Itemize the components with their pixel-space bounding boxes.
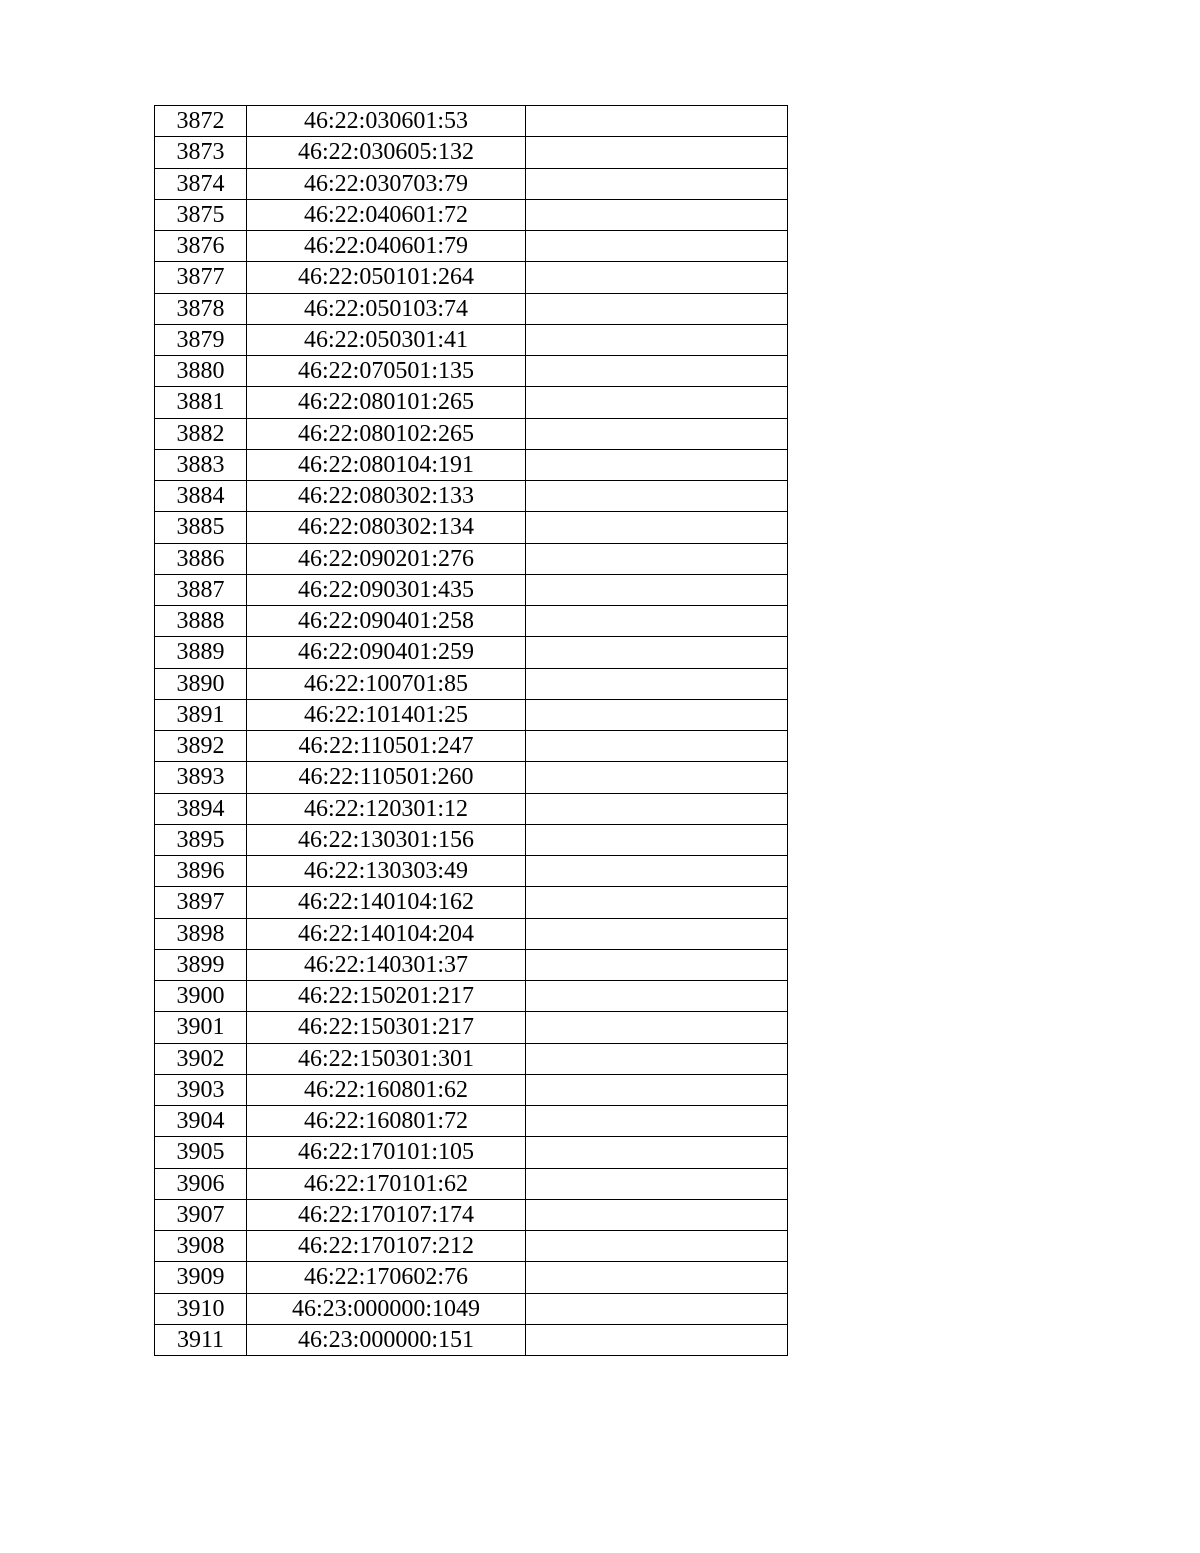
cadastral-number-cell: 46:22:090201:276 xyxy=(247,543,526,574)
cadastral-number-cell: 46:22:050103:74 xyxy=(247,293,526,324)
row-number-cell: 3883 xyxy=(155,449,247,480)
row-number-cell: 3884 xyxy=(155,481,247,512)
cadastral-number-cell: 46:22:030605:132 xyxy=(247,137,526,168)
table-row xyxy=(155,1012,788,1043)
empty-cell xyxy=(526,918,788,949)
cadastral-number-cell: 46:22:170101:62 xyxy=(247,1168,526,1199)
empty-cell xyxy=(526,293,788,324)
table-row xyxy=(155,1293,788,1324)
row-number-cell: 3901 xyxy=(155,1012,247,1043)
row-number-cell: 3905 xyxy=(155,1137,247,1168)
empty-cell xyxy=(526,1199,788,1230)
table-row xyxy=(155,981,788,1012)
row-number-cell: 3888 xyxy=(155,606,247,637)
table-row xyxy=(155,574,788,605)
cadastral-number-cell: 46:22:080104:191 xyxy=(247,449,526,480)
cadastral-number-cell: 46:22:080302:133 xyxy=(247,481,526,512)
empty-cell xyxy=(526,731,788,762)
cadastral-number-cell: 46:22:170107:174 xyxy=(247,1199,526,1230)
row-number-cell: 3909 xyxy=(155,1262,247,1293)
empty-cell xyxy=(526,231,788,262)
empty-cell xyxy=(526,856,788,887)
cadastral-number-cell: 46:22:110501:247 xyxy=(247,731,526,762)
row-number-cell: 3877 xyxy=(155,262,247,293)
empty-cell xyxy=(526,574,788,605)
table-row xyxy=(155,481,788,512)
table-row xyxy=(155,1043,788,1074)
table-row xyxy=(155,106,788,137)
empty-cell xyxy=(526,793,788,824)
table-row xyxy=(155,1074,788,1105)
empty-cell xyxy=(526,949,788,980)
row-number-cell: 3895 xyxy=(155,824,247,855)
table-row xyxy=(155,1262,788,1293)
cadastral-number-cell: 46:23:000000:151 xyxy=(247,1324,526,1355)
cadastral-number-cell: 46:22:080102:265 xyxy=(247,418,526,449)
cadastral-number-cell: 46:22:040601:79 xyxy=(247,231,526,262)
empty-cell xyxy=(526,887,788,918)
cadastral-number-cell: 46:22:030601:53 xyxy=(247,106,526,137)
table-row xyxy=(155,824,788,855)
empty-cell xyxy=(526,1106,788,1137)
row-number-cell: 3891 xyxy=(155,699,247,730)
cadastral-number-cell: 46:22:101401:25 xyxy=(247,699,526,730)
row-number-cell: 3896 xyxy=(155,856,247,887)
table-row xyxy=(155,418,788,449)
row-number-cell: 3887 xyxy=(155,574,247,605)
cadastral-number-cell: 46:22:090401:258 xyxy=(247,606,526,637)
table-row xyxy=(155,1106,788,1137)
empty-cell xyxy=(526,262,788,293)
cadastral-number-cell: 46:22:110501:260 xyxy=(247,762,526,793)
empty-cell xyxy=(526,699,788,730)
table-row xyxy=(155,231,788,262)
empty-cell xyxy=(526,1262,788,1293)
cadastral-number-cell: 46:22:150301:217 xyxy=(247,1012,526,1043)
empty-cell xyxy=(526,324,788,355)
empty-cell xyxy=(526,387,788,418)
table-row xyxy=(155,793,788,824)
row-number-cell: 3897 xyxy=(155,887,247,918)
empty-cell xyxy=(526,824,788,855)
table-row xyxy=(155,293,788,324)
empty-cell xyxy=(526,543,788,574)
empty-cell xyxy=(526,449,788,480)
row-number-cell: 3882 xyxy=(155,418,247,449)
row-number-cell: 3911 xyxy=(155,1324,247,1355)
row-number-cell: 3879 xyxy=(155,324,247,355)
table-row xyxy=(155,137,788,168)
row-number-cell: 3881 xyxy=(155,387,247,418)
row-number-cell: 3893 xyxy=(155,762,247,793)
table-row xyxy=(155,199,788,230)
empty-cell xyxy=(526,1012,788,1043)
table-row xyxy=(155,1199,788,1230)
empty-cell xyxy=(526,481,788,512)
row-number-cell: 3880 xyxy=(155,356,247,387)
row-number-cell: 3894 xyxy=(155,793,247,824)
row-number-cell: 3903 xyxy=(155,1074,247,1105)
cadastral-number-cell: 46:22:090301:435 xyxy=(247,574,526,605)
row-number-cell: 3906 xyxy=(155,1168,247,1199)
cadastral-number-cell: 46:22:050301:41 xyxy=(247,324,526,355)
table-row xyxy=(155,637,788,668)
cadastral-number-cell: 46:22:140301:37 xyxy=(247,949,526,980)
row-number-cell: 3872 xyxy=(155,106,247,137)
cadastral-number-cell: 46:22:140104:204 xyxy=(247,918,526,949)
cadastral-number-cell: 46:23:000000:1049 xyxy=(247,1293,526,1324)
table-row xyxy=(155,1324,788,1355)
empty-cell xyxy=(526,199,788,230)
cadastral-number-cell: 46:22:160801:72 xyxy=(247,1106,526,1137)
cadastral-number-cell: 46:22:100701:85 xyxy=(247,668,526,699)
table-row xyxy=(155,1168,788,1199)
empty-cell xyxy=(526,606,788,637)
cadastral-number-cell: 46:22:130301:156 xyxy=(247,824,526,855)
cadastral-number-cell: 46:22:080302:134 xyxy=(247,512,526,543)
empty-cell xyxy=(526,106,788,137)
cadastral-number-cell: 46:22:140104:162 xyxy=(247,887,526,918)
table-row xyxy=(155,887,788,918)
table-row xyxy=(155,387,788,418)
row-number-cell: 3900 xyxy=(155,981,247,1012)
table-row xyxy=(155,699,788,730)
table-row xyxy=(155,949,788,980)
cadastral-number-cell: 46:22:170602:76 xyxy=(247,1262,526,1293)
cadastral-number-cell: 46:22:170101:105 xyxy=(247,1137,526,1168)
table-row xyxy=(155,731,788,762)
table-row xyxy=(155,356,788,387)
empty-cell xyxy=(526,1293,788,1324)
row-number-cell: 3886 xyxy=(155,543,247,574)
row-number-cell: 3885 xyxy=(155,512,247,543)
cadastral-number-table xyxy=(154,105,788,1356)
row-number-cell: 3907 xyxy=(155,1199,247,1230)
row-number-cell: 3878 xyxy=(155,293,247,324)
empty-cell xyxy=(526,418,788,449)
table-body xyxy=(155,106,788,1356)
row-number-cell: 3904 xyxy=(155,1106,247,1137)
row-number-cell: 3899 xyxy=(155,949,247,980)
empty-cell xyxy=(526,1231,788,1262)
table-row xyxy=(155,918,788,949)
empty-cell xyxy=(526,168,788,199)
table-row xyxy=(155,1231,788,1262)
cadastral-number-cell: 46:22:120301:12 xyxy=(247,793,526,824)
empty-cell xyxy=(526,1324,788,1355)
empty-cell xyxy=(526,1137,788,1168)
row-number-cell: 3873 xyxy=(155,137,247,168)
cadastral-number-cell: 46:22:160801:62 xyxy=(247,1074,526,1105)
table-row xyxy=(155,856,788,887)
table-row xyxy=(155,668,788,699)
cadastral-number-cell: 46:22:150301:301 xyxy=(247,1043,526,1074)
table-row xyxy=(155,449,788,480)
cadastral-number-cell: 46:22:080101:265 xyxy=(247,387,526,418)
row-number-cell: 3892 xyxy=(155,731,247,762)
row-number-cell: 3910 xyxy=(155,1293,247,1324)
empty-cell xyxy=(526,512,788,543)
empty-cell xyxy=(526,668,788,699)
row-number-cell: 3889 xyxy=(155,637,247,668)
cadastral-number-cell: 46:22:090401:259 xyxy=(247,637,526,668)
table-row xyxy=(155,324,788,355)
empty-cell xyxy=(526,762,788,793)
row-number-cell: 3876 xyxy=(155,231,247,262)
row-number-cell: 3902 xyxy=(155,1043,247,1074)
table-row xyxy=(155,543,788,574)
row-number-cell: 3875 xyxy=(155,199,247,230)
cadastral-number-cell: 46:22:070501:135 xyxy=(247,356,526,387)
cadastral-number-cell: 46:22:150201:217 xyxy=(247,981,526,1012)
cadastral-number-cell: 46:22:050101:264 xyxy=(247,262,526,293)
cadastral-number-cell: 46:22:040601:72 xyxy=(247,199,526,230)
table-row xyxy=(155,168,788,199)
empty-cell xyxy=(526,1168,788,1199)
row-number-cell: 3874 xyxy=(155,168,247,199)
empty-cell xyxy=(526,1043,788,1074)
row-number-cell: 3890 xyxy=(155,668,247,699)
cadastral-number-cell: 46:22:030703:79 xyxy=(247,168,526,199)
table-row xyxy=(155,606,788,637)
row-number-cell: 3908 xyxy=(155,1231,247,1262)
table-row xyxy=(155,512,788,543)
table-row xyxy=(155,762,788,793)
empty-cell xyxy=(526,137,788,168)
cadastral-number-cell: 46:22:170107:212 xyxy=(247,1231,526,1262)
row-number-cell: 3898 xyxy=(155,918,247,949)
empty-cell xyxy=(526,637,788,668)
cadastral-number-cell: 46:22:130303:49 xyxy=(247,856,526,887)
table-row xyxy=(155,262,788,293)
table-row xyxy=(155,1137,788,1168)
empty-cell xyxy=(526,1074,788,1105)
empty-cell xyxy=(526,981,788,1012)
empty-cell xyxy=(526,356,788,387)
